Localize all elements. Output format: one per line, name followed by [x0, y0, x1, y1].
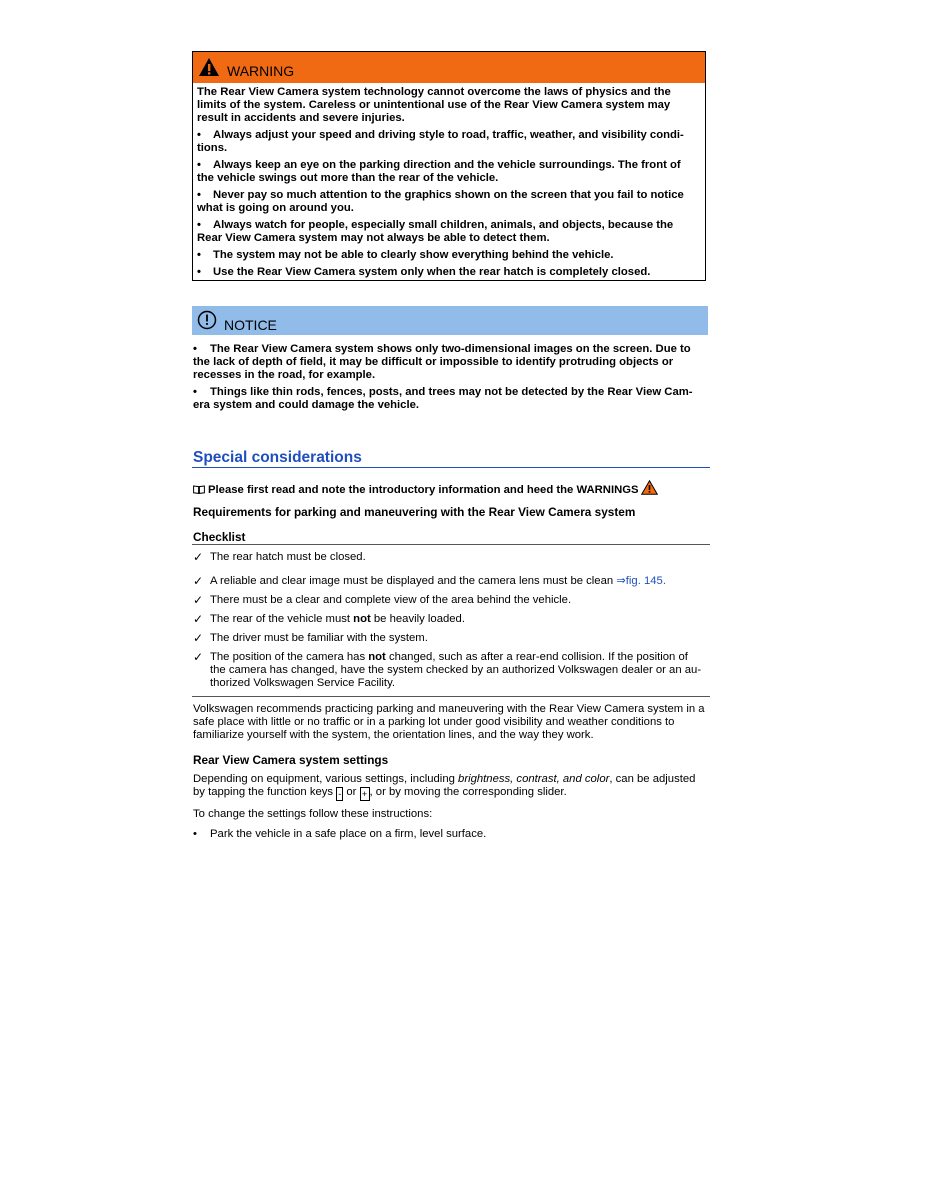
section-title: Special considerations: [193, 449, 362, 466]
warning-intro: The Rear View Camera system technology cannot overcome the laws of physics and the limits of the system. Careless or unintentional use of the Rear View Camera system may result in accidents and severe injuries.: [197, 86, 671, 124]
warning-bullet: • Never pay so much attention to the graphics shown on the screen that you fail to notice what is going on around you.: [197, 189, 684, 214]
book-icon: [193, 485, 205, 494]
settings-heading: Rear View Camera system settings: [193, 753, 389, 767]
warning-triangle-icon: [198, 57, 220, 77]
notice-bullet: • Things like thin rods, fences, posts, and trees may not be detected by the Rear View Cam-era system and could damage the vehicle.: [193, 386, 693, 411]
minus-key-icon: -: [338, 789, 342, 799]
section-rule: [192, 467, 710, 468]
warning-bullet: • Always watch for people, especially small children, animals, and objects, because the Rear View Camera system may not always be able to detect them.: [197, 219, 674, 244]
warning-bullet: • Always keep an eye on the parking direction and the vehicle surroundings. The front of the vehicle swings out more than the rear of the vehicle.: [197, 159, 681, 184]
requirements-heading: Requirements for parking and maneuvering with the Rear View Camera system: [193, 505, 636, 519]
checklist-rule-top: [192, 544, 710, 545]
notice-body: [193, 343, 703, 416]
step-item: • Park the vehicle in a safe place on a firm, level surface.: [193, 828, 487, 840]
checklist-rule-bottom: [192, 696, 710, 697]
warning-header: [193, 52, 705, 83]
warning-box: [192, 51, 706, 281]
notice-bullet: • The Rear View Camera system shows only two-dimensional images on the screen. Due to the lack of depth of field, it may be difficult or impossible to identify protruding objects or recesses in the road, for example.: [193, 343, 691, 381]
warning-bullet: • Always adjust your speed and driving style to road, traffic, weather, and visibility condi-tions.: [197, 129, 684, 154]
bullet-icon: •: [193, 828, 197, 840]
checkmark-icon: ✓: [193, 593, 204, 607]
intro-line: [193, 480, 658, 497]
recommendation-paragraph: Volkswagen recommends practicing parking and maneuvering with the Rear View Camera system in a safe place with little or no traffic or in a parking lot under good visibility and weather conditions to familiarize yourself with the system, the orientation lines, and the way they work.: [193, 703, 705, 741]
checkmark-icon: ✓: [193, 650, 204, 664]
exclamation-circle-icon: [197, 310, 217, 330]
figure-link[interactable]: ⇒fig. 145.: [616, 575, 666, 587]
notice-title: NOTICE: [224, 317, 277, 333]
warning-triangle-icon: [641, 480, 658, 495]
checkmark-icon: ✓: [193, 612, 204, 626]
settings-paragraph: Depending on equipment, various settings, including brightness, contrast, and color, can be adjusted by tapping the function keys - or + , or by moving the corresponding slider.: [193, 773, 696, 799]
checkmark-icon: ✓: [193, 574, 204, 588]
plus-key-icon: +: [360, 787, 370, 801]
checkmark-icon: ✓: [193, 631, 204, 645]
checkmark-icon: ✓: [193, 550, 204, 564]
checklist-title: Checklist: [193, 530, 246, 544]
warning-bullet: • The system may not be able to clearly show everything behind the vehicle.: [197, 249, 614, 261]
notice-header: [192, 306, 708, 335]
instructions-text: To change the settings follow these instructions:: [193, 808, 433, 820]
intro-text: Please first read and note the introductory information and heed the WARNINGS: [208, 484, 639, 496]
warning-title: WARNING: [227, 63, 295, 79]
warning-body: [197, 86, 697, 283]
warning-bullet: • Use the Rear View Camera system only when the rear hatch is completely closed.: [197, 266, 651, 278]
